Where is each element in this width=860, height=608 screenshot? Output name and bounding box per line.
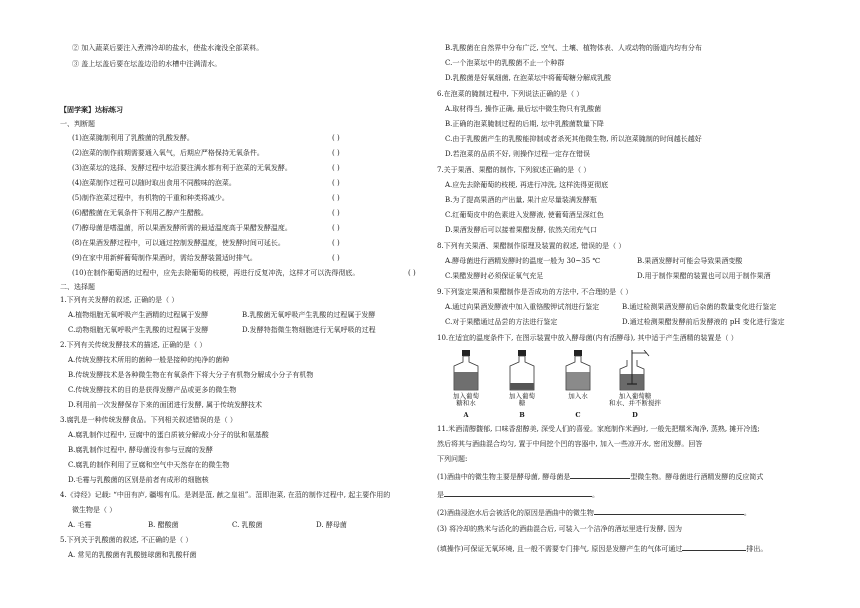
question-10-stem: 10.在适宜的温度条件下, 在图示装置中放入酵母菌(内有活酵母), 其中适于产生酒精的装置是（ ）	[437, 334, 738, 342]
answer-paren: ( )	[332, 164, 340, 172]
option: A.应先去除葡萄的枝梗, 再进行冲洗, 这样洗得更彻底	[445, 181, 609, 189]
flask-b-label-text: 加入葡萄 糖	[509, 392, 535, 408]
q11-part3-text-b: (填操作)可保证无氧环境, 且一般不需要专门排气, 原因是发酵产生的气体可通过	[437, 545, 683, 553]
part2-title: 二、选择题	[60, 283, 95, 291]
option: D.通过检测果醋发酵前后发酵液的 pH 变化进行鉴定	[622, 318, 785, 326]
answer-paren: ( )	[332, 254, 340, 262]
option: B.果酒发酵时可能会导致果酒变酸	[637, 257, 743, 265]
flask-c-label-text: 加入水	[568, 392, 588, 400]
q10-figure	[443, 350, 693, 430]
flask-a-label-text: 加入葡萄 糖和水	[453, 392, 479, 408]
judge-item: (9)在家中用新鲜葡萄制作果酒时，需给发酵装置适时排气。	[72, 254, 257, 262]
question-1-stem: 1.下列有关发酵的叙述, 正确的是（ ）	[60, 296, 179, 304]
question-8-stem: 8.下列有关果酒、果醋制作原理及装置的叙述, 错误的是（ ）	[437, 242, 626, 250]
answer-paren: ( )	[408, 269, 416, 277]
option: A.酵母菌进行酒精发酵时的温度一般为 30~35 ℃	[445, 257, 601, 265]
option: C.果醋发酵时必须保证氧气充足	[445, 272, 544, 280]
q11-part1-text-b: 型微生物。酵母菌进行酒精发酵的反应简式	[630, 473, 764, 481]
flask-a-icon	[451, 350, 481, 392]
option: D.若泡菜的品质不好, 则操作过程一定存在错误	[445, 150, 591, 158]
option: A.传统发酵技术所用的菌种一般是接种的纯净的菌种	[68, 356, 230, 364]
answer-blank[interactable]	[682, 543, 746, 551]
section-title: 【固学案】达标练习	[60, 105, 123, 114]
option: A.通过向果酒发酵液中加入重铬酸钾试剂进行鉴定	[445, 303, 600, 311]
question-9-stem: 9.下列鉴定果酒和果醋制作是否成功的方法中, 不合理的是（ ）	[437, 288, 633, 296]
flask-b-icon	[507, 350, 537, 392]
flask-a-letter: A	[463, 411, 469, 419]
option: A.植物细胞无氧呼吸产生酒精的过程属于发酵	[68, 311, 209, 319]
option: B. 醋酸菌	[148, 521, 179, 529]
option: A.腐乳制作过程中, 豆腐中的蛋白质被分解成小分子的肽和氨基酸	[68, 431, 269, 439]
answer-paren: ( )	[332, 134, 340, 142]
option: B.通过检测果酒发酵前后杂菌的数量变化进行鉴定	[622, 303, 777, 311]
flask-d-label-text: 加入葡萄糖 和水、并不断搅拌	[609, 392, 661, 408]
option: C.由于乳酸菌产生的乳酸能抑制或者杀死其他微生物, 所以泡菜腌制的时间越长越好	[445, 135, 702, 143]
option: B.腐乳制作过程中, 酵母菌没有参与豆腐的发酵	[68, 446, 213, 454]
answer-blank[interactable]	[444, 489, 592, 497]
q11-part1-cont: 是 。	[437, 491, 599, 499]
answer-paren: ( )	[332, 149, 340, 157]
flask-b-label	[500, 393, 544, 408]
q11-part3-text-c: 排出。	[746, 545, 768, 553]
flask-b-letter: B	[519, 411, 525, 419]
question-7-stem: 7.关于果酒、果醋的制作, 下列叙述正确的是（ ）	[437, 166, 591, 174]
question-6-stem: 6.在泡菜的腌制过程中, 下列说法正确的是（ ）	[437, 90, 584, 98]
flask-d-letter: D	[632, 411, 638, 419]
answer-paren: ( )	[332, 239, 340, 247]
option: D.果酒发酵后可以接着果醋发酵, 依然关闭充气口	[445, 226, 598, 234]
option: D.乳酸菌是好氧细菌, 在泡菜坛中将葡萄糖分解成乳酸	[445, 74, 612, 82]
option: D.利用前一次发酵保存下来的面团进行发酵, 属于传统发酵技术	[68, 401, 263, 409]
option: C.一个泡菜坛中的乳酸菌不止一个种群	[445, 59, 565, 67]
judge-item: (5)制作泡菜过程中，有机物的干重和种类将减少。	[72, 194, 229, 202]
option: D.毛霉与乳酸菌的区别是前者有成形的细胞核	[68, 476, 209, 484]
option: C.传统发酵技术的目的是获得发酵产品或更多的微生物	[68, 386, 237, 394]
option: C.动物细胞无氧呼吸产生乳酸的过程属于发酵	[68, 326, 209, 334]
q11-part3-cont	[437, 543, 767, 554]
question-4-stem: 4.《诗经》记载: “中田有庐, 疆埸有瓜。是剥是菹, 献之皇祖”。菹即泡菜, 在菹的制作过程中, 起主要作用的	[60, 491, 391, 499]
judge-item: (10)在制作葡萄酒的过程中，应先去除葡萄的枝梗，再进行反复冲洗，这样才可以洗得彻底。	[72, 269, 360, 277]
question-3-stem: 3.腐乳是一种传统发酵食品。下列相关叙述错误的是（ ）	[60, 416, 237, 424]
flask-a-label	[444, 393, 488, 408]
judge-item: (2)泡菜的制作前期需要通入氧气，后期应严格保持无氧条件。	[72, 149, 264, 157]
step-3: ③ 盖上坛盖后要在坛盖边沿的水槽中注满清水。	[72, 60, 222, 68]
step-2: ② 加入蔬菜后要注入煮沸冷却的盐水，使盐水淹没全部菜料。	[72, 44, 264, 52]
flask-c-label	[556, 393, 600, 400]
question-11-line1: 11.米酒清醇馥郁, 口味香甜醇美, 深受人们的喜爱。家庭制作米酒时, 一般先把糯米淘净, 蒸熟, 摊开冷透;	[437, 425, 760, 433]
option: D.发酵特指微生物细胞进行无氧呼吸的过程	[242, 326, 376, 334]
judge-item: (3)泡菜坛的选择、发酵过程中坛沿要注满水都有利于泡菜的无氧发酵。	[72, 164, 292, 172]
option: A. 常见的乳酸菌有乳酸链球菌和乳酸杆菌	[68, 551, 197, 559]
option: D.用于制作果醋的装置也可以用于制作果酒	[637, 272, 771, 280]
option: C.对于果醋通过品尝的方法进行鉴定	[445, 318, 558, 326]
option: B.乳酸菌在自然界中分布广泛, 空气、土壤、植物体表、人或动物的肠道内均有分布	[445, 44, 702, 52]
q11-part1-text-a: (1)酒曲中的微生物主要是酵母菌, 酵母菌是	[437, 473, 571, 481]
option: B.为了提高果酒的产出量, 果汁应尽量装满发酵瓶	[445, 196, 597, 204]
option: A. 毛霉	[68, 521, 92, 529]
judge-item: (8)在果酒发酵过程中，可以通过控制发酵温度，使发酵时间可延长。	[72, 239, 285, 247]
q11-part2: (2)酒曲浸泡水后会被活化的原因是酒曲中的微生物 。	[437, 509, 751, 517]
answer-paren: ( )	[332, 224, 340, 232]
option: B.乳酸菌无氧呼吸产生乳酸的过程属于发酵	[242, 311, 376, 319]
judge-item: (1)泡菜腌制利用了乳酸菌的乳酸发酵。	[72, 134, 194, 142]
option: C.红葡萄皮中的色素进入发酵液, 使葡萄酒呈深红色	[445, 211, 604, 219]
answer-paren: ( )	[332, 194, 340, 202]
judge-item: (6)醋酸菌在无氧条件下利用乙醇产生醋酸。	[72, 209, 208, 217]
question-11-line2: 然后将其与酒曲混合均匀, 置于中间挖个凹的容器中, 加入一些凉开水, 密闭发酵。回答	[437, 440, 703, 448]
q11-part3: (3) 将冷却的熟米与活化的酒曲混合后, 可装入一个洁净的酒坛里进行发酵, 因为	[437, 525, 683, 533]
option: D. 酵母菌	[316, 521, 347, 529]
option: A.取材得当, 操作正确, 最后坛中微生物只有乳酸菌	[445, 105, 602, 113]
question-11-line3: 下列问题:	[437, 455, 468, 463]
flask-c-icon	[563, 350, 593, 392]
judge-item: (7)醇母菌是嗜温菌，所以果酒发酵所需的最适温度高于果醋发酵温度。	[72, 224, 292, 232]
answer-blank[interactable]	[570, 471, 630, 479]
question-2-stem: 2.下列有关传统发酵技术的描述, 正确的是（ ）	[60, 341, 207, 349]
answer-blank[interactable]	[594, 507, 744, 515]
flask-d-label	[606, 393, 664, 408]
judge-item: (4)泡菜制作过程可以随时取出食用不同酸味的泡菜。	[72, 179, 236, 187]
option: C.腐乳的制作利用了豆腐和空气中天然存在的微生物	[68, 461, 230, 469]
flask-d-icon	[617, 350, 651, 392]
option: B.传统发酵技术是各种微生物在有氧条件下将大分子有机物分解成小分子有机物	[68, 371, 314, 379]
answer-paren: ( )	[332, 179, 340, 187]
flask-c-letter: C	[575, 411, 581, 419]
part1-title: 一、判断题	[60, 120, 95, 128]
answer-paren: ( )	[332, 209, 340, 217]
q11-part1	[437, 471, 763, 482]
q11-part1-text-c: 是	[437, 491, 444, 499]
question-5-stem: 5.下列关于乳酸菌的叙述, 不正确的是（ ）	[60, 536, 193, 544]
q11-part2-text: (2)酒曲浸泡水后会被活化的原因是酒曲中的微生物	[437, 509, 594, 517]
question-4-stem-cont: 微生物是（ ）	[72, 506, 117, 514]
option: B.正确的泡菜腌制过程的后期, 坛中乳酸菌数量下降	[445, 120, 604, 128]
option: C. 乳酸菌	[232, 521, 263, 529]
